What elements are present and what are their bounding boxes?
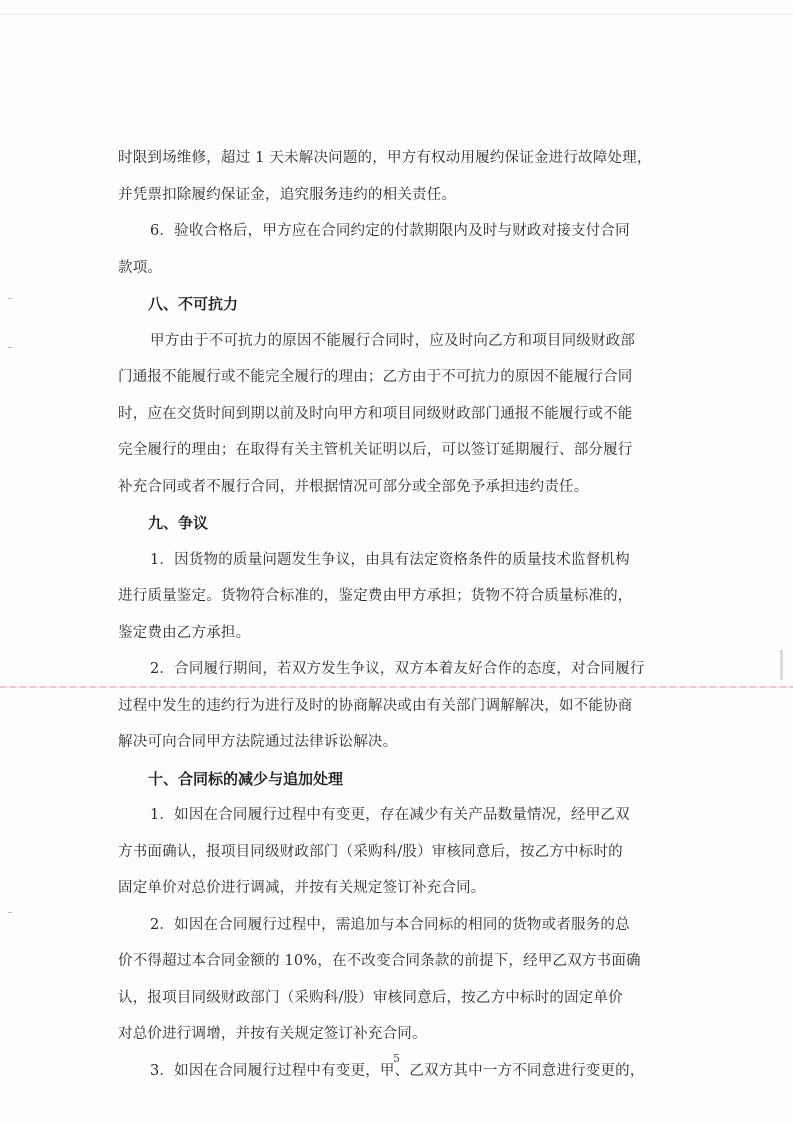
paragraph-acceptance-payment <box>118 213 678 286</box>
text-line: 3．如因在合同履行过程中有变更，甲、乙双方其中一方不同意进行变更的， <box>150 1062 645 1079</box>
text-line: 时限到场维修，超过 1 天未解决问题的，甲方有权动用履约保证金进行故障处理， <box>118 150 652 166</box>
text-line: 门通报不能履行或不能完全履行的理由；乙方由于不可抗力的原因不能履行合同 <box>118 369 633 385</box>
text-line: 时，应在交货时间到期以前及时向甲方和项目同级财政部门通报不能履行或不能 <box>118 405 633 422</box>
paragraph-force-majeure <box>118 323 678 506</box>
text-line: 1．如因在合同履行过程中有变更，存在减少有关产品数量情况，经甲乙双 <box>150 807 630 823</box>
text-line: 解决可向合同甲方法院通过法律诉讼解决。 <box>118 734 398 750</box>
section-heading-disputes: 九、争议 <box>148 514 209 532</box>
section-heading-contract-changes: 十、合同标的减少与追加处理 <box>148 769 344 788</box>
paragraph-addition <box>118 907 678 1053</box>
text-line: 方书面确认，报项目同级财政部门（采购科/股）审核同意后，按乙方中标时的 <box>118 843 623 860</box>
scan-mark <box>8 298 12 299</box>
text-line: 并凭票扣除履约保证金，追究服务违约的相关责任。 <box>118 186 457 203</box>
text-line: 1．因货物的质量问题发生争议，由具有法定资格条件的质量技术监督机构 <box>150 551 630 568</box>
text-line: 2．合同履行期间，若双方发生争议，双方本着友好合作的态度，对合同履行 <box>150 661 645 677</box>
text-line: 对总价进行调增，并按有关规定签订补充合同。 <box>118 1026 427 1042</box>
page-number: 5 <box>393 1052 400 1065</box>
text-line: 认，报项目同级财政部门（采购科/股）审核同意后，按乙方中标时的固定单价 <box>118 989 623 1006</box>
top-scan-edge <box>0 14 793 15</box>
text-line: 6．验收合格后，甲方应在合同约定的付款期限内及时与财政对接支付合同 <box>150 223 630 239</box>
scan-mark <box>8 347 12 348</box>
text-line: 款项。 <box>118 259 163 276</box>
section-heading-force-majeure: 八、不可抗力 <box>148 295 239 313</box>
paragraph-dispute-resolution <box>118 651 678 761</box>
document-body <box>118 140 678 1089</box>
paragraph-quality-dispute <box>118 542 678 652</box>
text-line: 鉴定费由乙方承担。 <box>118 624 251 641</box>
text-line: 固定单价对总价进行调减，并按有关规定签订补充合同。 <box>118 880 486 896</box>
scan-mark <box>8 912 12 913</box>
text-line: 价不得超过本合同金额的 10%，在不改变合同条款的前提下，经甲乙双方书面确 <box>118 953 641 969</box>
text-line: 甲方由于不可抗力的原因不能履行合同时，应及时向乙方和项目同级财政部 <box>150 332 636 349</box>
text-line: 补充合同或者不履行合同，并根据情况可部分或全部免予承担违约责任。 <box>118 478 589 495</box>
text-line: 完全履行的理由；在取得有关主管机关证明以后，可以签订延期履行、部分履行 <box>118 442 633 458</box>
text-line: 过程中发生的违约行为进行及时的协商解决或由有关部门调解解决，如不能协商 <box>118 697 633 714</box>
paragraph-reduction <box>118 797 678 907</box>
paragraph-service-liability <box>118 140 678 213</box>
text-line: 进行质量鉴定。货物符合标准的，鉴定费由甲方承担；货物不符合质量标准的， <box>118 588 633 604</box>
scan-edge-bar <box>780 650 783 680</box>
text-line: 2．如因在合同履行过程中，需追加与本合同标的相同的货物或者服务的总 <box>150 916 630 933</box>
